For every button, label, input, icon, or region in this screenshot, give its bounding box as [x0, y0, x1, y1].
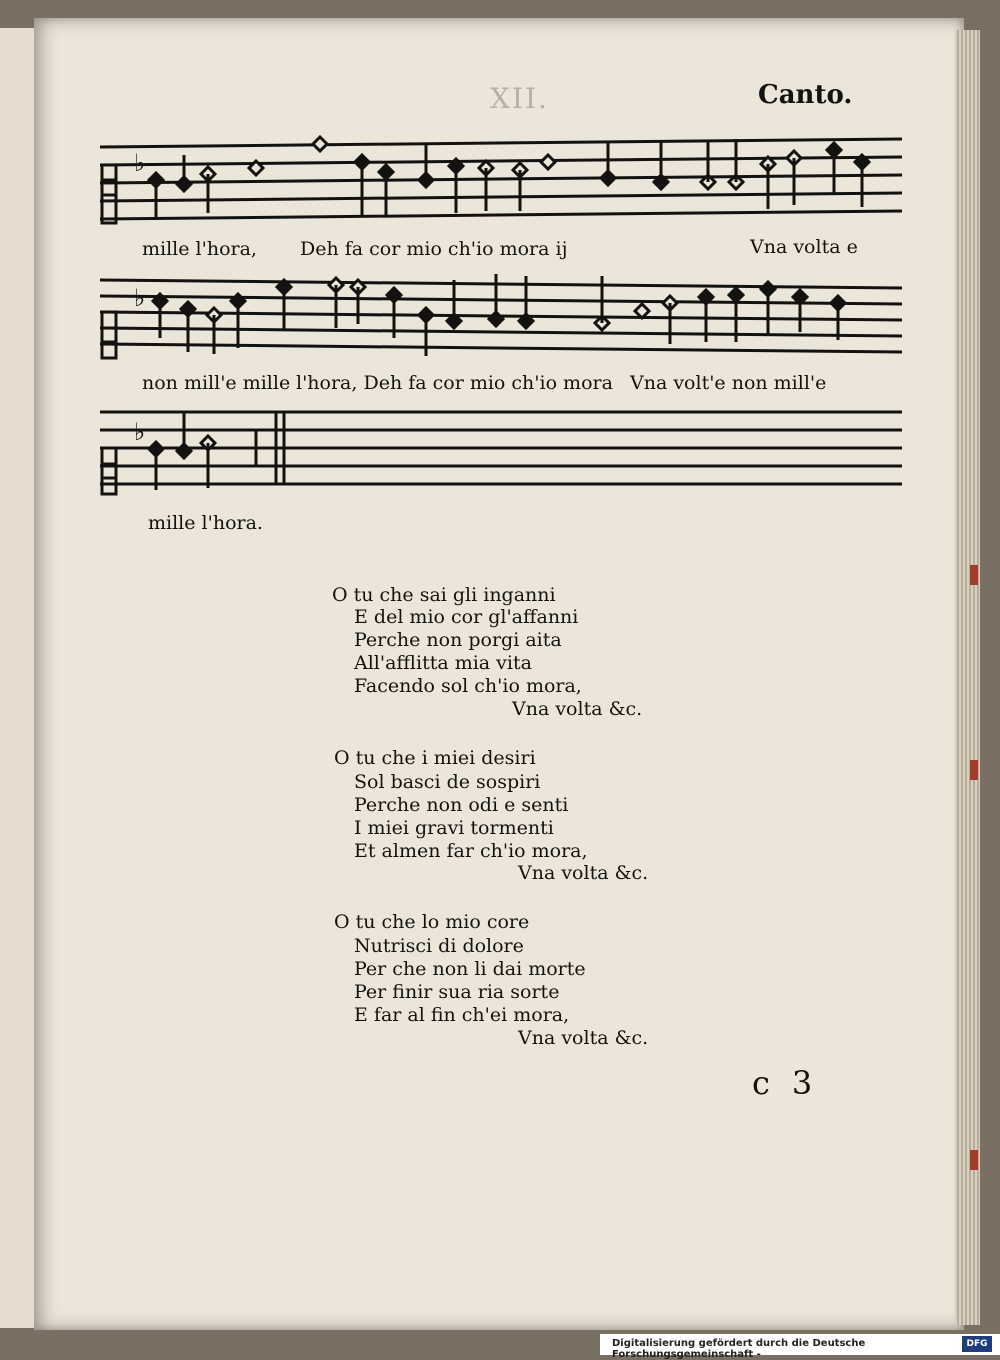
facing-page-edge — [0, 28, 36, 1328]
verse-1-line: E del mio cor gl'affanni — [354, 606, 579, 628]
lyric-line: mille l'hora, — [142, 238, 257, 260]
lyric-line: Vna volt'e non mill'e — [630, 372, 827, 394]
bookmark-tab — [970, 1150, 978, 1170]
lyric-line: Vna volta e — [750, 236, 858, 258]
verse-3-line: E far al fin ch'ei mora, — [354, 1004, 570, 1026]
lyric-line: l'hora, Deh fa cor mio ch'io mora — [296, 372, 613, 394]
signature-mark — [752, 1064, 834, 1102]
lyric-line: mille l'hora. — [148, 512, 263, 534]
verse-2-line: Perche non odi e senti — [354, 794, 569, 816]
music-staff-1 — [96, 135, 906, 230]
verse-2-line: Sol basci de sospiri — [354, 771, 541, 793]
dfg-logo: DFG — [962, 1336, 992, 1352]
bookmark-tab — [970, 760, 978, 780]
svg-text:♭: ♭ — [134, 418, 146, 446]
music-staff-3 — [96, 402, 906, 497]
verse-3-line: Nutrisci di dolore — [354, 935, 524, 957]
clef-icon — [102, 448, 116, 494]
svg-text:♭: ♭ — [134, 284, 146, 312]
part-name: Canto. — [758, 80, 853, 110]
verse-1-refrain: Vna volta &c. — [512, 698, 643, 720]
verse-2-line: O tu che i miei desiri — [334, 747, 536, 769]
clef-icon — [102, 312, 116, 358]
verse-1-line: Perche non porgi aita — [354, 629, 562, 651]
verse-1-line: Facendo sol ch'io mora, — [354, 675, 582, 697]
verse-3-line: O tu che lo mio core — [334, 911, 530, 933]
lyric-line: Deh fa cor mio ch'io mora ij — [300, 238, 568, 260]
clef-icon — [102, 165, 116, 223]
signature-number: 3 — [791, 1064, 813, 1102]
verse-2-refrain: Vna volta &c. — [518, 862, 649, 884]
verse-1-line: All'afflitta mia vita — [354, 652, 532, 674]
signature-letter: c — [752, 1064, 770, 1102]
verse-3-line: Per che non li dai morte — [354, 958, 586, 980]
lyric-line: non mill'e mille — [142, 372, 291, 394]
verse-1-line: O tu che sai gli inganni — [332, 584, 556, 606]
credit-text: Digitalisierung gefördert durch die Deutsche Forschungsgemeinschaft - — [612, 1338, 866, 1360]
verse-2-line: Et almen far ch'io mora, — [354, 840, 588, 862]
verse-2-line: I miei gravi tormenti — [354, 817, 554, 839]
verse-3-refrain: Vna volta &c. — [518, 1027, 649, 1049]
bookmark-tab — [970, 565, 978, 585]
page-edges — [955, 30, 980, 1325]
svg-text:♭: ♭ — [134, 149, 146, 177]
music-staff-2 — [96, 272, 906, 362]
verse-3-line: Per finir sua ria sorte — [354, 981, 560, 1003]
page-number-header: XII. — [490, 82, 549, 115]
